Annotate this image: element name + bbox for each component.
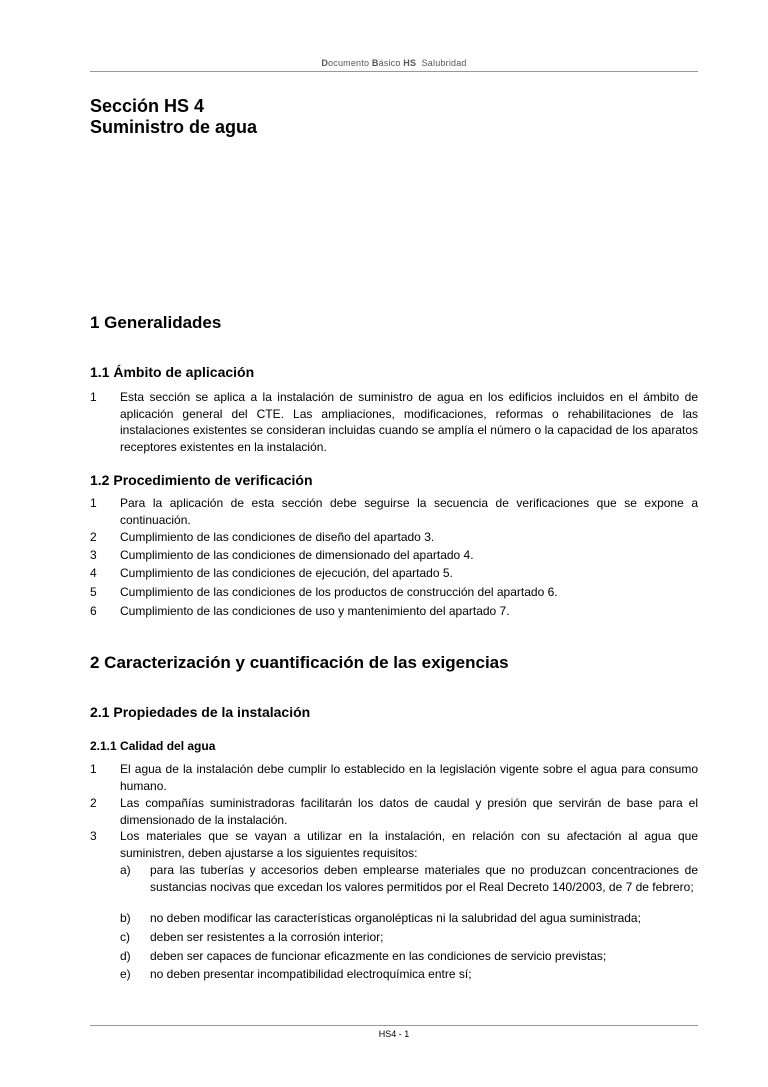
sub-list-item	[120, 948, 698, 965]
heading-calidad-agua: 2.1.1 Calidad del agua	[90, 739, 216, 753]
sub-item-letter: e)	[120, 967, 131, 981]
list-item	[90, 584, 698, 601]
sub-item-text: no deben presentar incompatibilidad electroquímica entre sí;	[150, 967, 472, 981]
sub-list-item	[120, 862, 698, 895]
list-item	[90, 565, 698, 582]
list-item	[90, 603, 698, 620]
item-text: Esta sección se aplica a la instalación de suministro de agua en los edificios incluidos en el ámbito de aplicación general del CTE. Las ampliaciones, modificaciones, reformas o rehabilitaciones de las instalaciones existentes se consideran incluidas cuando se amplía el número o la capacidad de los aparatos receptores existentes en la instalación.	[120, 390, 698, 454]
list-item	[90, 495, 698, 528]
item-number: 1	[90, 390, 97, 404]
sub-item-text: no deben modificar las características organolépticas ni la salubridad del agua suministrada;	[150, 911, 641, 925]
item-number: 1	[90, 496, 97, 510]
item-number: 1	[90, 762, 97, 776]
heading-procedimiento: 1.2 Procedimiento de verificación	[90, 472, 313, 488]
item-number: 3	[90, 548, 97, 562]
item-text: El agua de la instalación debe cumplir lo establecido en la legislación vigente sobre el agua para consumo humano.	[120, 762, 698, 793]
page-number: HS4 - 1	[378, 1029, 410, 1039]
list-item	[90, 547, 698, 564]
title-line-2: Suministro de agua	[90, 117, 258, 137]
header-divider	[90, 71, 698, 72]
running-header: Documento Básico HS Salubridad	[321, 58, 467, 68]
footer-divider	[90, 1025, 698, 1026]
sub-list-item	[120, 929, 698, 946]
heading-generalidades: 1 Generalidades	[90, 313, 222, 332]
sub-list-item	[120, 966, 698, 983]
sub-item-letter: d)	[120, 949, 131, 963]
title-line-1: Sección HS 4	[90, 96, 205, 116]
heading-caracterizacion: 2 Caracterización y cuantificación de las exigencias	[90, 653, 509, 672]
sub-item-text: deben ser resistentes a la corrosión interior;	[150, 930, 384, 944]
document-title	[90, 96, 257, 138]
item-text: Cumplimiento de las condiciones de diseño del apartado 3.	[120, 530, 435, 544]
heading-ambito: 1.1 Ámbito de aplicación	[90, 364, 255, 380]
item-text: Las compañías suministradoras facilitarán los datos de caudal y presión que servirán de base para el dimensionado de la instalación.	[120, 796, 698, 827]
list-item	[90, 761, 698, 794]
list-item	[90, 828, 698, 861]
item-text: Los materiales que se vayan a utilizar en la instalación, en relación con su afectación al agua que suministren, deben ajustarse a los siguientes requisitos:	[120, 829, 698, 860]
item-number: 4	[90, 566, 97, 580]
heading-propiedades: 2.1 Propiedades de la instalación	[90, 704, 311, 720]
item-text: Para la aplicación de esta sección debe seguirse la secuencia de verificaciones que se expone a continuación.	[120, 496, 698, 527]
sub-item-text: para las tuberías y accesorios deben emplearse materiales que no produzcan concentraciones de sustancias nocivas que excedan los valores permitidos por el Real Decreto 140/2003, de 7 de febrero;	[150, 863, 698, 894]
item-text: Cumplimiento de las condiciones de dimensionado del apartado 4.	[120, 548, 474, 562]
item-number: 3	[90, 829, 97, 843]
sub-item-letter: b)	[120, 911, 131, 925]
list-item	[90, 389, 698, 455]
item-text: Cumplimiento de las condiciones de los productos de construcción del apartado 6.	[120, 585, 558, 599]
item-number: 5	[90, 585, 97, 599]
list-item	[90, 795, 698, 828]
sub-item-letter: a)	[120, 863, 131, 877]
item-number: 2	[90, 796, 97, 810]
sub-item-letter: c)	[120, 930, 130, 944]
item-text: Cumplimiento de las condiciones de ejecución, del apartado 5.	[120, 566, 453, 580]
item-text: Cumplimiento de las condiciones de uso y mantenimiento del apartado 7.	[120, 604, 510, 618]
sub-list-item	[120, 910, 698, 927]
item-number: 2	[90, 530, 97, 544]
item-number: 6	[90, 604, 97, 618]
list-item	[90, 529, 698, 546]
sub-item-text: deben ser capaces de funcionar eficazmente en las condiciones de servicio previstas;	[150, 949, 607, 963]
